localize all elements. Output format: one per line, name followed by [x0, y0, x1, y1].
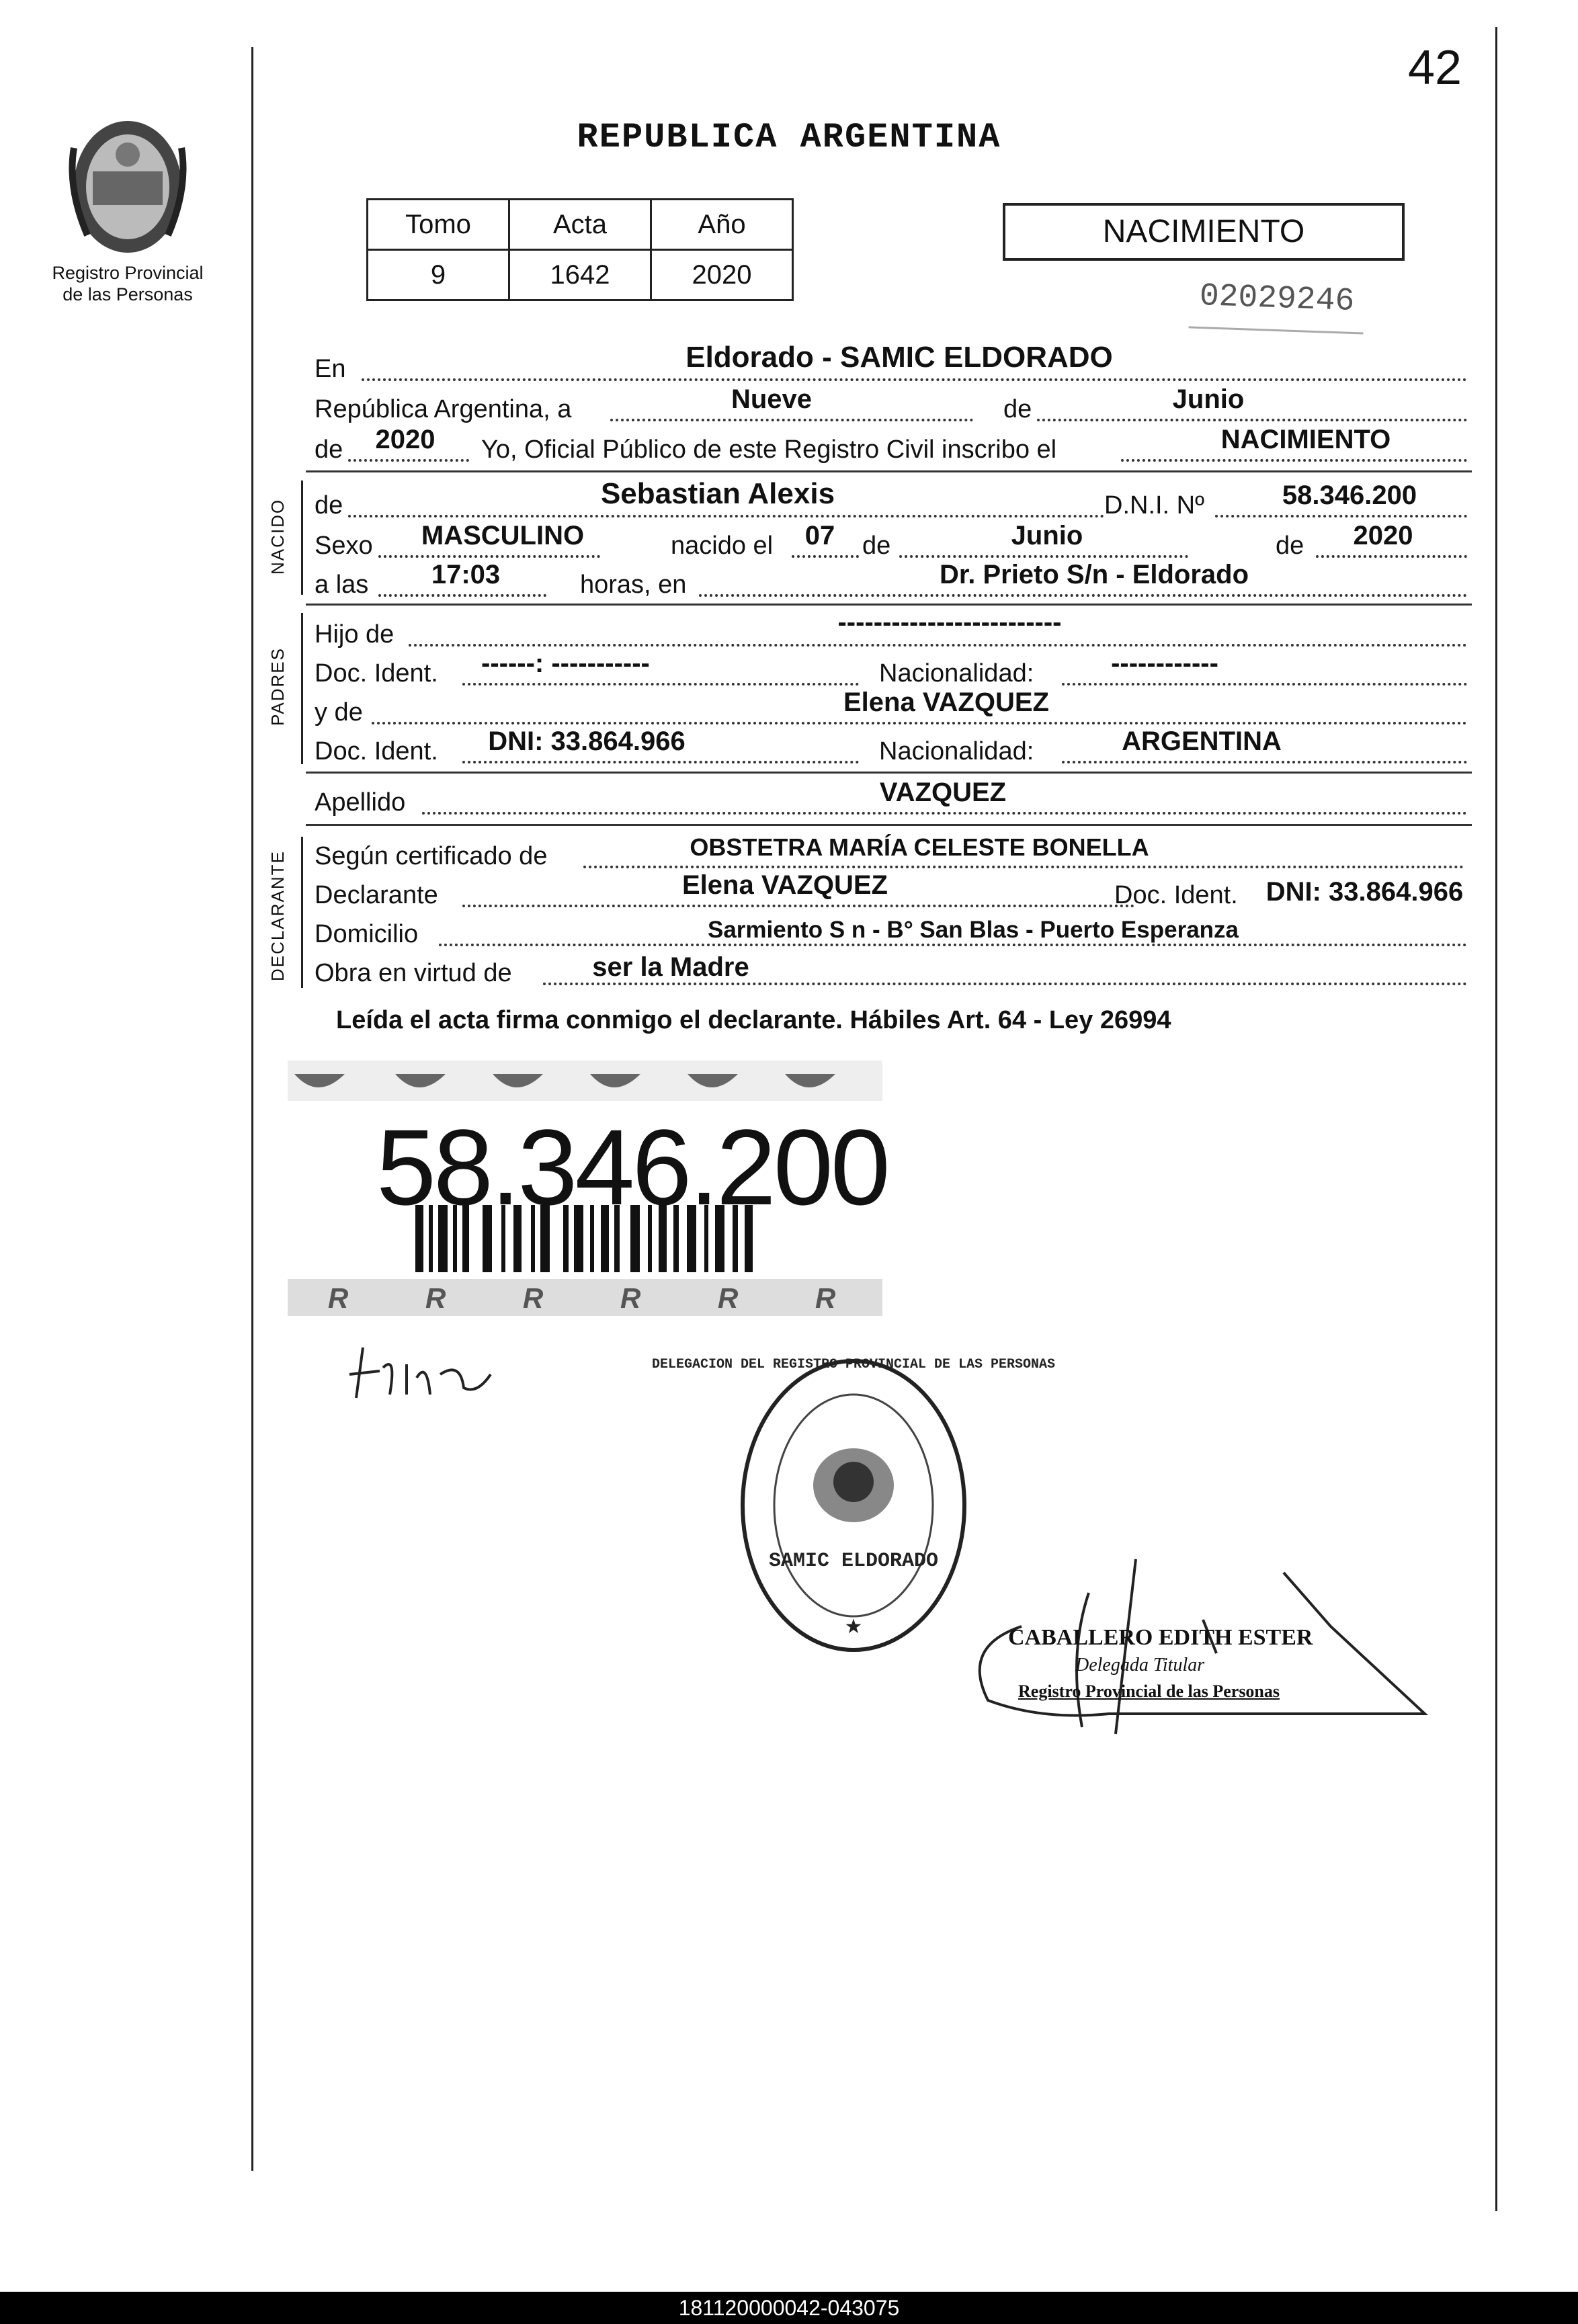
alas-label: a las: [315, 571, 369, 599]
intro-row-inscribo: [315, 427, 1469, 467]
sexo-label: Sexo: [315, 532, 373, 560]
padres-row-doc1: [315, 651, 1469, 691]
seal-ring-text: DELEGACION DEL REGISTRO PROVINCIAL DE LAS PERSONAS: [651, 1357, 1056, 1372]
stamp-pattern-r: R: [718, 1282, 739, 1314]
nacido-bracket: [301, 481, 303, 595]
cert-label: Según certificado de: [315, 842, 548, 870]
dotted-line: [1062, 683, 1467, 686]
right-margin-line: [1495, 27, 1497, 2211]
cert-value: OBSTETRA MARÍA CELESTE BONELLA: [690, 833, 1149, 861]
child-name-value: Sebastian Alexis: [600, 477, 835, 510]
record-table: [366, 198, 794, 301]
registry-line-1: Registro Provincial: [52, 263, 204, 283]
stamp-pattern-r: R: [523, 1282, 544, 1314]
registry-label: [27, 262, 229, 305]
closing-statement: Leída el acta firma conmigo el declarante. Hábiles Art. 64 - Ley 26994: [336, 1006, 1171, 1034]
official-name: CABALLERO EDITH ESTER: [1008, 1625, 1313, 1650]
dotted-line: [378, 555, 600, 558]
declarante-row-obra: [315, 950, 1469, 991]
de-label: de: [315, 491, 343, 520]
doc2-value: DNI: 33.864.966: [488, 727, 686, 756]
dotted-line: [422, 812, 1467, 815]
dotted-line: [1215, 515, 1467, 517]
de-label: de: [862, 532, 891, 560]
doc-value: DNI: 33.864.966: [1265, 877, 1464, 907]
doc2-label: Doc. Ident.: [315, 737, 438, 765]
declarante-row-cert: [315, 833, 1469, 874]
birth-day-value: 07: [804, 521, 835, 550]
nac2-label: Nacionalidad:: [879, 737, 1034, 765]
month-value: Junio: [1172, 384, 1245, 414]
horas-label: horas, en: [580, 571, 687, 599]
acta-value: 1642: [509, 250, 651, 300]
birth-place-value: Dr. Prieto S/n - Eldorado: [939, 560, 1249, 589]
intro-row-date: [315, 386, 1469, 427]
section-divider: [306, 824, 1472, 826]
tomo-header: Tomo: [368, 200, 509, 250]
dotted-line: [462, 683, 859, 686]
de-label: de: [315, 435, 343, 464]
obra-label: Obra en virtud de: [315, 959, 512, 987]
apellido-value: VAZQUEZ: [879, 778, 1007, 807]
record-type-box: NACIMIENTO: [1003, 203, 1405, 261]
nac1-label: Nacionalidad:: [879, 659, 1034, 688]
padres-section-label: PADRES: [267, 647, 288, 726]
registry-line-2: de las Personas: [63, 284, 193, 304]
nac1-value: ------------: [1111, 649, 1218, 678]
en-label: En: [315, 355, 346, 383]
nacido-row-sexo: [315, 523, 1469, 563]
section-divider: [306, 470, 1472, 472]
birth-month-value: Junio: [1011, 521, 1083, 550]
birth-year-value: 2020: [1353, 521, 1413, 550]
mother-value: Elena VAZQUEZ: [843, 688, 1049, 717]
dotted-line: [462, 761, 859, 763]
tomo-value: 9: [368, 250, 509, 300]
decl-label: Declarante: [315, 881, 438, 909]
anio-value: 2020: [651, 250, 793, 300]
section-divider: [306, 604, 1472, 606]
stamp-pattern-r: R: [620, 1282, 641, 1314]
nacido-section-label: NACIDO: [267, 498, 288, 575]
father-value: -------------------------: [837, 608, 1062, 637]
nacido-row-name: [315, 477, 1469, 523]
dni-value: 58.346.200: [1282, 481, 1417, 510]
dotted-line: [1062, 761, 1467, 763]
dotted-line: [462, 905, 1134, 907]
doc1-label: Doc. Ident.: [315, 659, 438, 688]
dom-value: Sarmiento S n - B° San Blas - Puerto Esperanza: [707, 917, 1239, 943]
padres-bracket: [301, 613, 303, 764]
dotted-line: [348, 515, 1104, 517]
dotted-line: [1316, 555, 1467, 558]
decl-value: Elena VAZQUEZ: [682, 870, 888, 900]
day-value: Nueve: [731, 384, 813, 414]
dotted-line: [792, 555, 859, 558]
dotted-line: [348, 459, 469, 462]
dotted-line: [378, 594, 546, 597]
stamp-pattern-r: R: [328, 1282, 349, 1314]
official-role: Delegada Titular: [1075, 1655, 1205, 1675]
de-label: de: [1003, 395, 1032, 423]
yde-label: y de: [315, 698, 363, 727]
svg-text:★: ★: [844, 1616, 863, 1638]
acta-header: Acta: [509, 200, 651, 250]
anio-header: Año: [651, 200, 793, 250]
doc1-value: ------: -----------: [481, 649, 650, 678]
dotted-line: [362, 378, 1467, 381]
nacido-row-time: [315, 562, 1469, 602]
inscribo-value: NACIMIENTO: [1220, 425, 1391, 454]
dotted-line: [699, 594, 1467, 597]
official-seal: [651, 1351, 1056, 1660]
dotted-line: [583, 866, 1464, 868]
intro-row-en: [315, 341, 1469, 386]
padres-row-mother: [315, 690, 1469, 730]
declarante-bracket: [301, 837, 303, 988]
place-value: Eldorado - SAMIC ELDORADO: [686, 341, 1113, 374]
dni-label: D.N.I. Nº: [1104, 491, 1204, 520]
stamp-pattern-r: R: [815, 1282, 836, 1314]
stamp-pattern-r: R: [425, 1282, 446, 1314]
dom-label: Domicilio: [315, 920, 419, 948]
declarante-row-decl: [315, 872, 1469, 913]
footer-code: 181120000042-043075: [678, 2296, 900, 2320]
hijo-label: Hijo de: [315, 620, 394, 649]
nac2-value: ARGENTINA: [1122, 727, 1282, 756]
dotted-line: [439, 944, 1467, 946]
obra-value: ser la Madre: [592, 952, 749, 982]
apellido-label: Apellido: [315, 788, 406, 817]
declarant-signature: [343, 1334, 544, 1415]
dotted-line: [899, 555, 1188, 558]
inscribo-text: Yo, Oficial Público de este Registro Civil inscribo el: [481, 435, 1057, 464]
official-org: Registro Provincial de las Personas: [1018, 1682, 1280, 1701]
section-divider: [306, 772, 1472, 774]
declarante-section-label: DECLARANTE: [267, 850, 288, 981]
seal-inner-text: SAMIC ELDORADO: [768, 1550, 939, 1573]
doc-label: Doc. Ident.: [1114, 881, 1238, 909]
padres-row-father: [315, 608, 1469, 652]
dotted-line: [1037, 419, 1467, 421]
declarante-row-dom: [315, 911, 1469, 952]
serial-number: 02029246: [1188, 265, 1365, 334]
dotted-line: [543, 983, 1467, 985]
dni-stamp-number: 58.346.200: [376, 1107, 888, 1227]
left-margin-line: [251, 47, 253, 2171]
dotted-line: [409, 644, 1467, 647]
year-value: 2020: [375, 425, 435, 454]
republic-label: República Argentina, a: [315, 395, 572, 423]
apellido-row: [315, 780, 1469, 820]
padres-row-doc2: [315, 729, 1469, 769]
dotted-line: [1121, 459, 1467, 462]
birth-time-value: 17:03: [431, 560, 501, 589]
nacido-label: nacido el: [671, 532, 774, 560]
page-number: 42: [1408, 41, 1462, 95]
sexo-value: MASCULINO: [421, 521, 585, 550]
page-title: REPUBLICA ARGENTINA: [577, 118, 1001, 157]
de-label: de: [1276, 532, 1304, 560]
dotted-line: [372, 722, 1467, 724]
dotted-line: [610, 419, 973, 421]
